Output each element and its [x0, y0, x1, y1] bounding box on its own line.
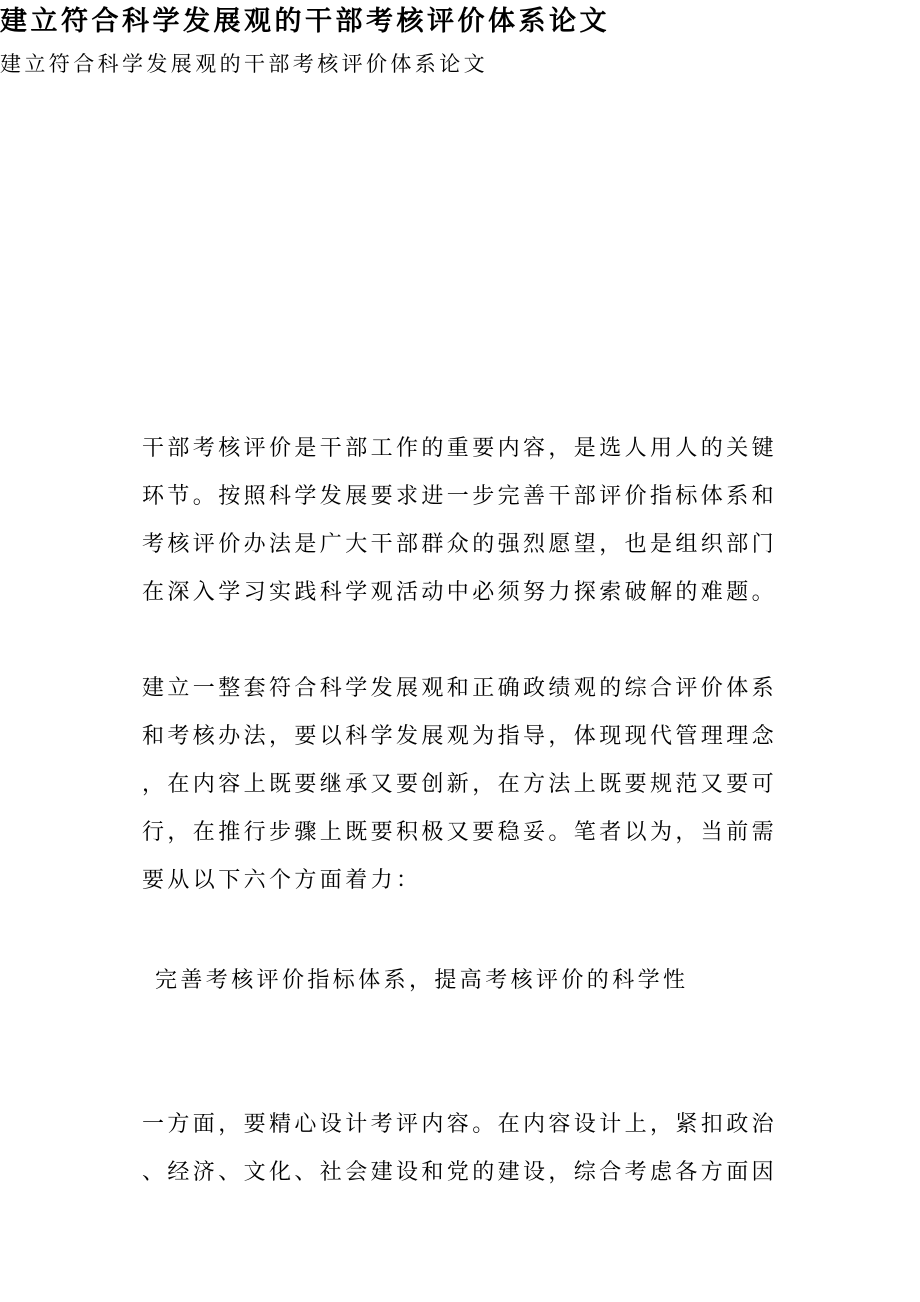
document-title: 建立符合科学发展观的干部考核评价体系论文 — [0, 6, 610, 37]
text-line: 建立一整套符合科学发展观和正确政绩观的综合评价体系 — [142, 676, 778, 701]
text-line: ，在内容上既要继承又要创新，在方法上既要规范又要可 — [142, 772, 778, 797]
section-heading — [155, 957, 688, 1005]
text-line: 、经济、文化、社会建设和党的建设，综合考虑各方面因 — [142, 1160, 778, 1185]
text-line: 在深入学习实践科学观活动中必须努力探索破解的难题。 — [142, 580, 778, 605]
text-line: 环节。按照科学发展要求进一步完善干部评价指标体系和 — [142, 484, 778, 509]
document-subtitle: 建立符合科学发展观的干部考核评价体系论文 — [0, 52, 488, 76]
text-line: 和考核办法，要以科学发展观为指导，体现现代管理理念 — [142, 724, 778, 749]
text-line: 干部考核评价是干部工作的重要内容，是选人用人的关键 — [142, 436, 778, 461]
text-line: 要从以下六个方面着力： — [142, 868, 422, 893]
text-line: 考核评价办法是广大干部群众的强烈愿望，也是组织部门 — [142, 532, 778, 557]
text-line: 一方面，要精心设计考评内容。在内容设计上，紧扣政治 — [142, 1112, 778, 1137]
text-line: 行，在推行步骤上既要积极又要稳妥。笔者以为，当前需 — [142, 820, 778, 845]
paragraph-1 — [142, 425, 777, 617]
paragraph-3 — [142, 1101, 777, 1197]
paragraph-2 — [142, 665, 777, 905]
heading-text: 完善考核评价指标体系，提高考核评价的科学性 — [155, 968, 689, 993]
